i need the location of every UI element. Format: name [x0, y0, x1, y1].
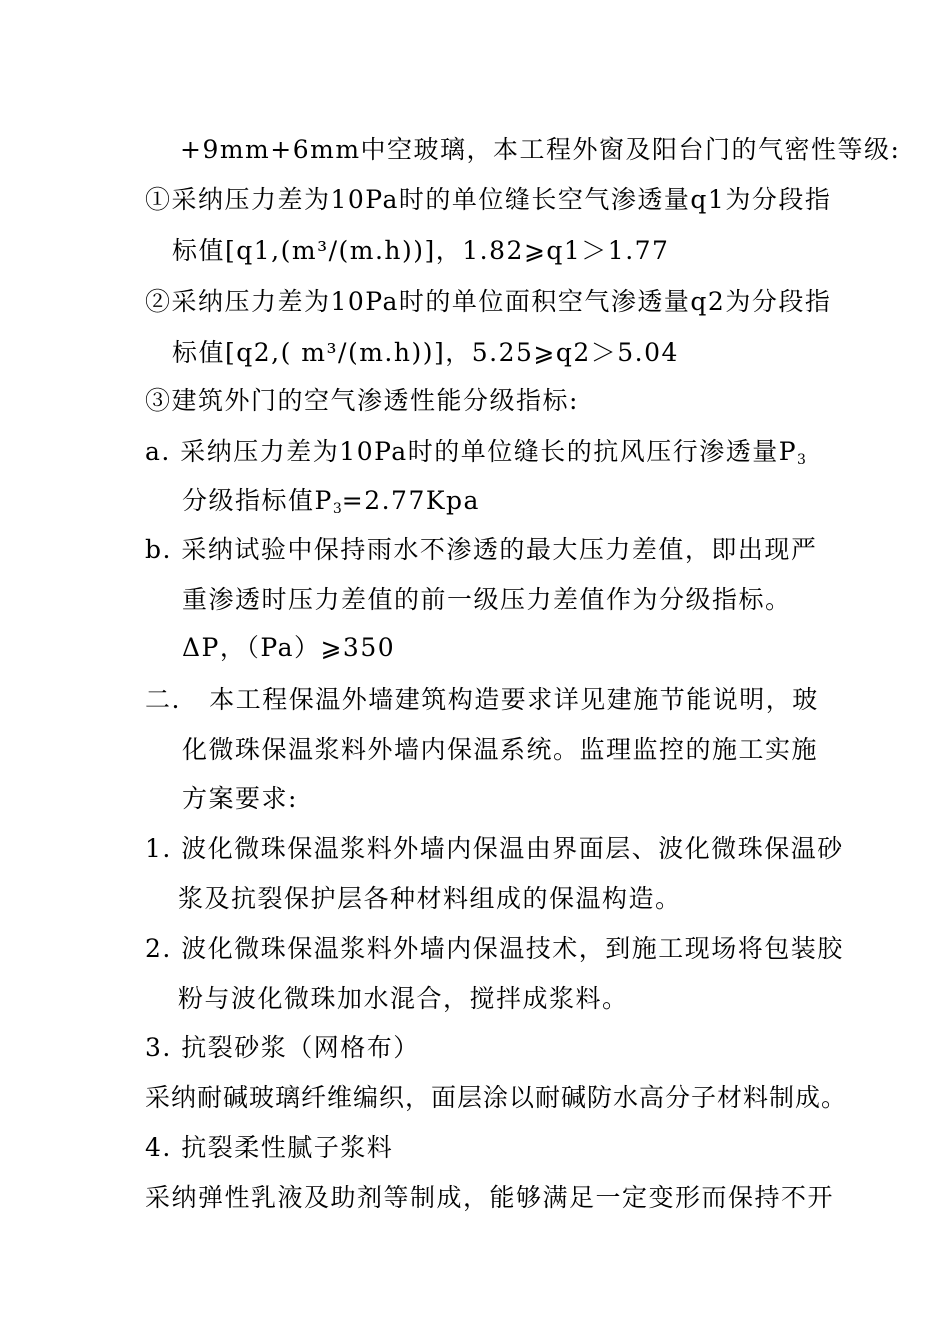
text-line: ①采纳压力差为10Pa时的单位缝长空气渗透量q1为分段指 [145, 185, 832, 214]
text-line: +9mm+6mm中空玻璃，本工程外窗及阳台门的气密性等级: [180, 135, 901, 164]
text-fragment: 分级指标值P [182, 486, 333, 515]
text-line: 采纳弹性乳液及助剂等制成，能够满足一定变形而保持不开 [145, 1183, 835, 1212]
text-line [145, 437, 806, 475]
text-line: 1. 波化微珠保温浆料外墙内保温由界面层、波化微珠保温砂 [145, 834, 844, 863]
text-line: ③建筑外门的空气渗透性能分级指标: [145, 386, 579, 415]
text-line: ②采纳压力差为10Pa时的单位面积空气渗透量q2为分段指 [145, 287, 832, 316]
text-line: 二. 本工程保温外墙建筑构造要求详见建施节能说明，玻 [145, 685, 819, 714]
subscript: 3 [797, 452, 806, 468]
text-fragment: a. 采纳压力差为10Pa时的单位缝长的抗风压行渗透量P [145, 437, 798, 466]
text-line: 4. 抗裂柔性腻子浆料 [145, 1133, 394, 1162]
text-line: 浆及抗裂保护层各种材料组成的保温构造。 [178, 884, 682, 913]
text-line: 标值[q1,(m³/(m.h))]，1.82⩾q1＞1.77 [172, 236, 670, 265]
text-line: ΔP，（Pa）⩾350 [182, 633, 396, 662]
text-line: 化微珠保温浆料外墙内保温系统。监理监控的施工实施 [182, 735, 819, 764]
text-line: 粉与波化微珠加水混合，搅拌成浆料。 [178, 984, 629, 1013]
text-line: 标值[q2,( m³/(m.h))]，5.25⩾q2＞5.04 [172, 338, 679, 367]
text-line: 重渗透时压力差值的前一级压力差值作为分级指标。 [182, 585, 792, 614]
text-line: 采纳耐碱玻璃纤维编织，面层涂以耐碱防水高分子材料制成。 [145, 1083, 848, 1112]
text-line: b. 采纳试验中保持雨水不渗透的最大压力差值，即出现严 [145, 535, 818, 564]
text-fragment: =2.77Kpa [341, 486, 480, 515]
text-line: 3. 抗裂砂浆（网格布） [145, 1033, 420, 1062]
text-line [182, 486, 480, 524]
subscript: 3 [332, 501, 342, 517]
text-line: 方案要求: [182, 784, 298, 813]
text-line: 2. 波化微珠保温浆料外墙内保温技术，到施工现场将包装胶 [145, 934, 844, 963]
